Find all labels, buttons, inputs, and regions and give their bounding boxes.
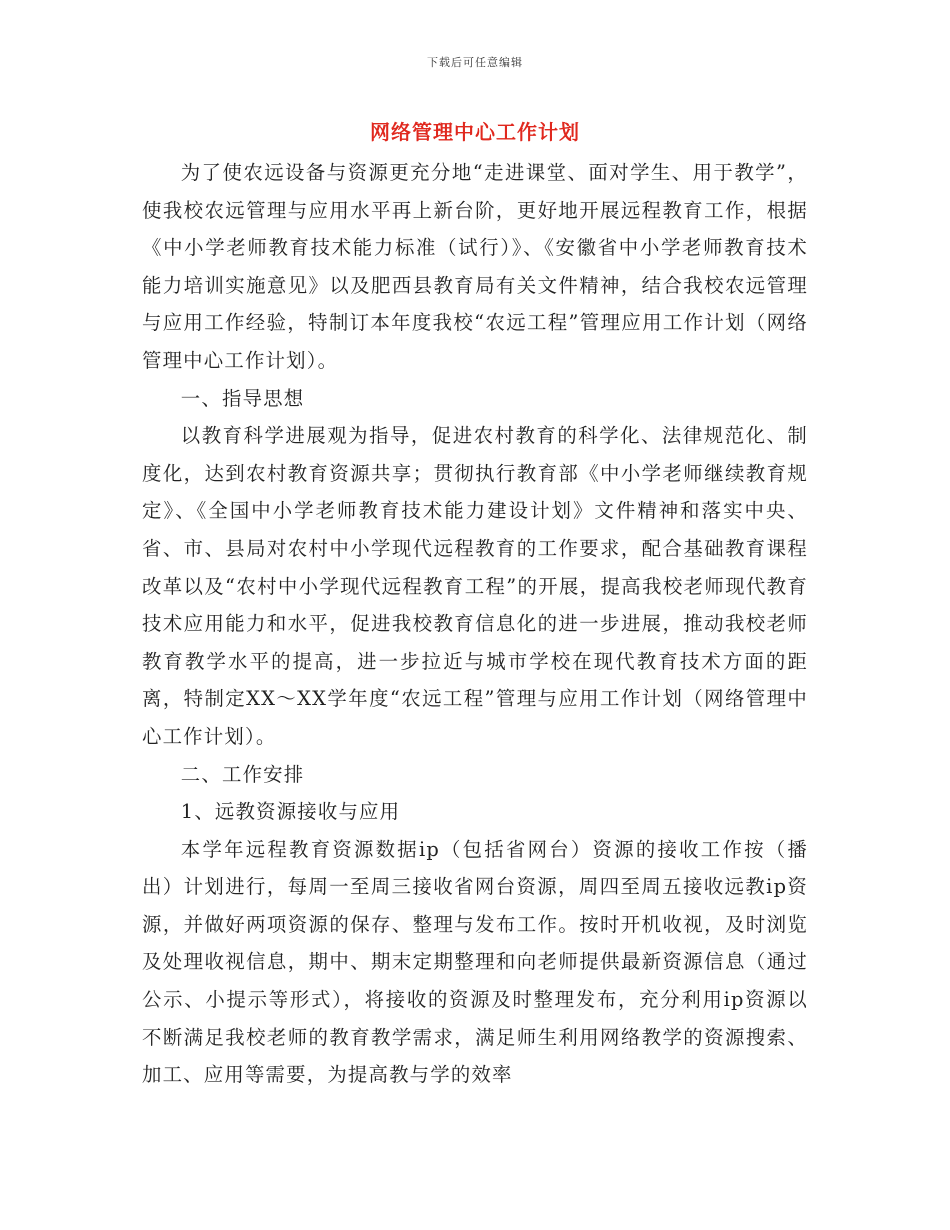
paragraph-guiding-thought: 以教育科学进展观为指导，促进农村教育的科学化、法律规范化、制度化，达到农村教育资源共享；贯彻执行教育部《中小学老师继续教育规定》、《全国中小学老师教育技术能力建设计划》文件精神和落实中央、省、市、县局对农村中小学现代远程教育的工作要求，配合基础教育课程改革以及“农村中小学现代远程教育工程”的开展，提高我校老师现代教育技术应用能力和水平，促进我校教育信息化的进一步进展，推动我校老师教育教学水平的提高，进一步拉近与城市学校在现代教育技术方面的距离，特制定XX～XX学年度“农远工程”管理与应用工作计划（网络管理中心工作计划）。 [142, 424, 808, 748]
document-title: 网络管理中心工作计划 [370, 120, 580, 144]
paragraph-intro: 为了使农远设备与资源更充分地“走进课堂、面对学生、用于教学”，使我校农远管理与应用水平再上新台阶，更好地开展远程教育工作，根据《中小学老师教育技术能力标准（试行）》、《安徽省中小学老师教育技术能力培训实施意见》以及肥西县教育局有关文件精神，结合我校农远管理与应用工作经验，特制订本年度我校“农远工程”管理应用工作计划（网络管理中心工作计划）。 [142, 161, 808, 372]
document-body [142, 154, 808, 1094]
section-heading-work-arrangement: 二、工作安排 [180, 762, 305, 786]
section-heading-guiding-thought: 一、指导思想 [180, 386, 305, 410]
header-note: 下载后可任意编辑 [427, 56, 523, 69]
paragraph-resource-reception: 本学年远程教育资源数据ip（包括省网台）资源的接收工作按（播出）计划进行，每周一至周三接收省网台资源，周四至周五接收远教ip资源，并做好两项资源的保存、整理与发布工作。按时开机收视，及时浏览及处理收视信息，期中、期末定期整理和向老师提供最新资源信息（通过公示、小提示等形式），将接收的资源及时整理发布，充分利用ip资源以不断满足我校老师的教育教学需求，满足师生利用网络教学的资源搜索、加工、应用等需要，为提高教与学的效率 [142, 837, 808, 1087]
subheading-resource-reception: 1、远教资源接收与应用 [180, 800, 401, 824]
